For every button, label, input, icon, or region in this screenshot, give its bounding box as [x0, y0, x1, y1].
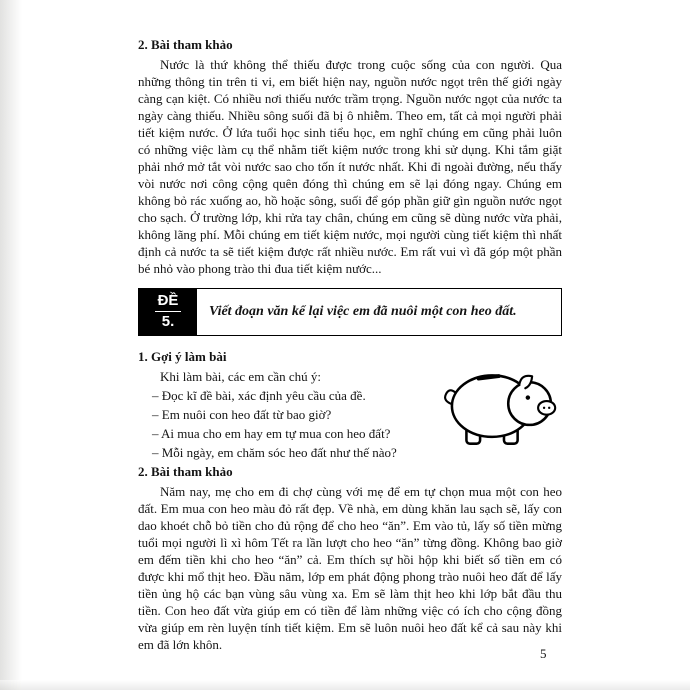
scan-edge-left: [0, 0, 22, 690]
page-number: 5: [540, 646, 547, 661]
page-content: [138, 36, 562, 653]
guide-bullet: – Đọc kĩ đề bài, xác định yêu cầu của đề.: [152, 388, 366, 403]
guide-heading: 1. Gợi ý làm bài: [138, 349, 227, 364]
topic-label-divider: [155, 311, 181, 312]
piggy-bank-illustration: [434, 354, 562, 454]
topic-label-top: ĐỀ: [157, 292, 179, 309]
guide-bullet: – Em nuôi con heo đất từ bao giờ?: [152, 407, 332, 422]
refer1-heading: 2. Bài tham khảo: [138, 37, 233, 52]
topic-label-bottom: 5.: [161, 313, 175, 330]
topic-number-box: [139, 289, 197, 335]
refer2-paragraph: Năm nay, mẹ cho em đi chợ cùng với mẹ để em tự chọn mua một con heo đất. Em mua con heo màu đỏ rất đẹp. Về nhà, em dùng khăn lau sạch sẽ, lấy con dao khoét chỗ bỏ tiền cho đủ rộng để cho heo “ăn”. Em vào tủ, lấy số tiền mừng tuổi mọi người lì xì hôm Tết ra lần lượt cho heo “ăn” từng đồng. Không bao giờ em đếm tiền khi cho heo “ăn” cả. Em thích sự hồi hộp khi biết số tiền em có được khi mổ thịt heo. Đầu năm, lớp em phát động phong trào nuôi heo đất để lấy tiền ủng hộ các bạn vùng sâu vùng xa. Em sẽ làm thịt heo khi lớp bắt đầu thu tiền. Con heo đất vừa giúp em có tiền để làm những việc có ích cho cộng đồng vừa giúp em rèn luyện tính tiết kiệm. Em sẽ luôn nuôi heo đất kể cả sau này khi em đã lớn khôn.: [138, 484, 562, 652]
guide-intro: Khi làm bài, các em cần chú ý:: [160, 369, 321, 384]
guide-bullet: – Mỗi ngày, em chăm sóc heo đất như thế nào?: [152, 445, 397, 460]
guide-bullet: – Ai mua cho em hay em tự mua con heo đất?: [152, 426, 391, 441]
refer2-heading: 2. Bài tham khảo: [138, 464, 233, 479]
guide-section: [138, 348, 562, 463]
scan-edge-bottom: [0, 680, 690, 690]
topic-banner: [138, 288, 562, 336]
topic-prompt: Viết đoạn văn kể lại việc em đã nuôi một con heo đất.: [209, 304, 517, 319]
refer1-paragraph: Nước là thứ không thể thiếu được trong cuộc sống của con người. Qua những thông tin trên ti vi, em biết hiện nay, nguồn nước ngọt trên thế giới ngày càng cạn kiệt. Có nhiều nơi thiếu nước trầm trọng. Nguồn nước ngọt của nước ta ngày càng thiếu. Nhiều sông suối đã bị ô nhiễm. Theo em, tất cả mọi người phải tiết kiệm nước. Ở lứa tuổi học sinh tiểu học, em nghĩ chúng em cũng phải luôn có những việc làm cụ thể nhằm tiết kiệm nước trong khi sử dụng. Khi tắm giặt phải nhớ mở tắt vòi nước sao cho tốn ít nước nhất. Khi đi ngoài đường, nếu thấy vòi nước nơi công cộng quên đóng thì chúng em sẽ lại đóng ngay. Chúng em không bỏ rác xuống ao, hồ hoặc sông, suối để góp phần giữ gìn nguồn nước ngọt cho sạch. Ở trường lớp, khi rửa tay chân, chúng em cũng sẽ dùng nước vừa phải, không lãng phí. Mỗi chúng em tiết kiệm nước, mọi người cùng tiết kiệm thì nhất định cả nước ta sẽ tiết kiệm được rất nhiều nước. Em rất vui vì đã góp một phần bé nhỏ vào phong trào thi đua tiết kiệm nước...: [138, 57, 562, 276]
